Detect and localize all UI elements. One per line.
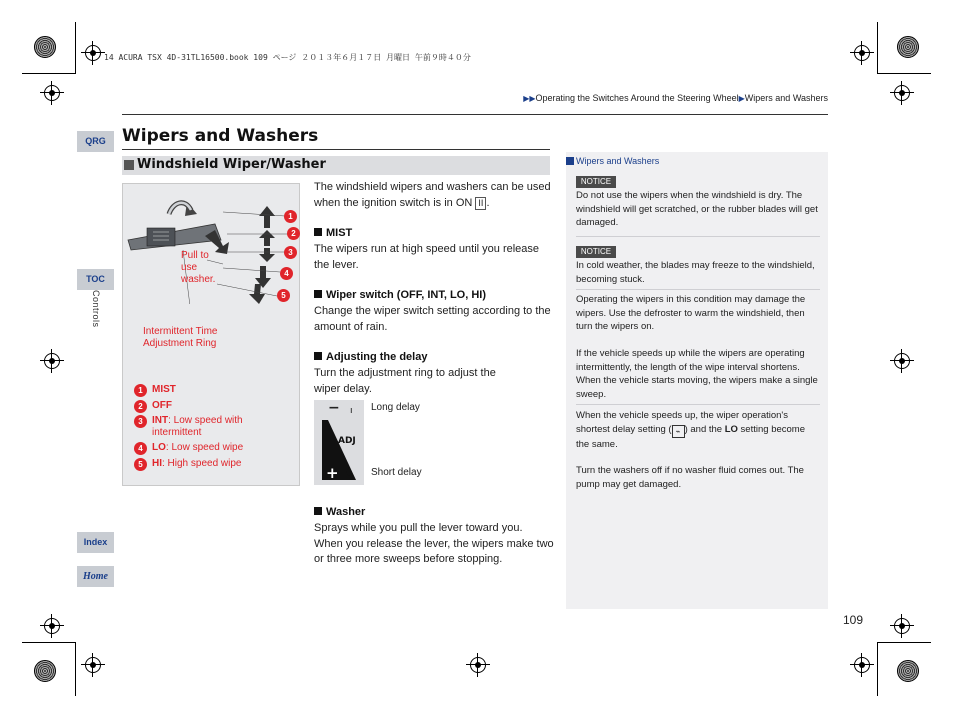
legend-item-lo: 4 LO: Low speed wipe (134, 442, 262, 455)
crop-mark (22, 642, 76, 643)
crop-mark (22, 73, 76, 74)
registration-mark-icon (854, 657, 870, 673)
bullet-square-icon (314, 228, 322, 236)
crop-mark (877, 22, 878, 74)
callout-1: 1 (284, 210, 297, 223)
crop-mark (877, 73, 931, 74)
color-rosette-icon (34, 660, 56, 682)
registration-mark-icon (470, 657, 486, 673)
ignition-on-icon: II (475, 197, 486, 210)
registration-mark-icon (854, 45, 870, 61)
pull-to-use-washer-label: Pull to use washer. (181, 250, 216, 285)
long-delay-label: Long delay (371, 402, 420, 413)
washer-heading: Washer (314, 506, 365, 518)
delay-ring-diagram (314, 400, 364, 485)
page-number: 109 (843, 613, 864, 627)
wiper-switch-heading: Wiper switch (OFF, INT, LO, HI) (314, 289, 486, 301)
washer-text: Sprays while you pull the lever toward you. When you release the lever, the wipers make two or three more sweeps before stopping. (314, 522, 554, 565)
breadcrumb (523, 93, 828, 103)
registration-mark-icon (85, 45, 101, 61)
wiper-lever-figure (122, 183, 300, 486)
intro-text: The windshield wipers and washers can be used when the ignition switch is in ON II . (314, 181, 551, 209)
bullet-square-icon (314, 352, 322, 360)
legend-item-off: 2 OFF (134, 400, 262, 413)
short-delay-label: Short delay (371, 467, 422, 478)
note-para-1: Operating the wipers in this condition may damage the wipers. Use the defroster to warm the windshield, then turn the wipers on. (576, 294, 806, 332)
legend-item-mist: 1 MIST (134, 384, 262, 397)
note-para-2: If the vehicle speeds up while the wipers are operating intermittently, the length of the wipe interval shortens. When the vehicle starts moving, the wipers make a single sweep. (576, 348, 818, 400)
notice-badge: NOTICE (576, 246, 616, 258)
adj-label: ADJ (338, 436, 356, 446)
notice-badge: NOTICE (576, 176, 616, 188)
crop-mark (877, 642, 878, 696)
color-rosette-icon (897, 36, 919, 58)
wiper-switch-text: Change the wiper switch setting according to the amount of rain. (314, 305, 551, 333)
wiper-lever-illustration-icon (123, 184, 299, 304)
color-rosette-icon (897, 660, 919, 682)
header-rule (122, 114, 828, 115)
section-header (122, 156, 550, 175)
wiper-icon: ⌁ (672, 425, 685, 438)
plus-sign: + (326, 464, 339, 482)
registration-mark-icon (894, 353, 910, 369)
crop-mark (877, 642, 931, 643)
callout-2: 2 (287, 227, 300, 240)
double-arrow-icon: ▶▶ (523, 94, 536, 103)
adjusting-delay-heading: Adjusting the delay (314, 351, 427, 363)
bullet-square-icon (314, 290, 322, 298)
crop-mark (75, 642, 76, 696)
washer-drops-icon: ♦ (344, 466, 354, 479)
notes-title[interactable]: Wipers and Washers (566, 156, 659, 166)
note-divider (576, 289, 820, 290)
bullet-square-icon (314, 507, 322, 515)
crop-mark (75, 22, 76, 74)
title-rule (122, 149, 550, 150)
intermittent-ring-label: Intermittent Time Adjustment Ring (143, 326, 218, 349)
note-para-3: When the vehicle speeds up, the wiper operation's shortest delay setting ( ⌁ ) and the LO setting become the same. (576, 410, 805, 450)
legend-item-hi: 5 HI: High speed wipe (134, 458, 262, 471)
registration-mark-icon (894, 618, 910, 634)
callout-4: 4 (280, 267, 293, 280)
print-header: 14 ACURA TSX 4D-31TL16500.book 109 ページ ２０１３年６月１７日 月曜日 午前９時４０分 (104, 53, 471, 62)
mist-heading: MIST (314, 227, 352, 239)
section-square-icon (124, 160, 134, 170)
registration-mark-icon (44, 353, 60, 369)
mist-text: The wipers run at high speed until you release the lever. (314, 243, 540, 271)
index-tab[interactable]: Index (77, 532, 114, 553)
registration-mark-icon (44, 618, 60, 634)
callout-3: 3 (284, 246, 297, 259)
adjusting-delay-text: Turn the adjustment ring to adjust the wiper delay. (314, 367, 496, 395)
notice-2-text: In cold weather, the blades may freeze to the windshield, becoming stuck. (576, 260, 815, 285)
color-rosette-icon (34, 36, 56, 58)
arrow-icon: ▶ (738, 94, 745, 103)
registration-mark-icon (894, 85, 910, 101)
breadcrumb-current: Wipers and Washers (744, 93, 828, 103)
note-divider (576, 236, 820, 237)
breadcrumb-link-switches[interactable]: Operating the Switches Around the Steering Wheel (535, 93, 739, 103)
registration-mark-icon (85, 657, 101, 673)
note-divider (576, 404, 820, 405)
registration-mark-icon (44, 85, 60, 101)
minus-sign: − (328, 400, 340, 416)
toc-tab[interactable]: TOC (77, 269, 114, 290)
legend-item-int: 3 INT: Low speed with intermittent (134, 415, 262, 439)
reference-icon (566, 157, 574, 165)
note-para-4: Turn the washers off if no washer fluid comes out. The pump may get damaged. (576, 465, 804, 490)
home-tab[interactable]: Home (77, 566, 114, 587)
page-title: Wipers and Washers (122, 126, 319, 146)
qrg-tab[interactable]: QRG (77, 131, 114, 152)
svg-text:ı: ı (350, 406, 353, 416)
notice-1-text: Do not use the wipers when the windshield is dry. The windshield will get scratched, or the rubber blades will get damaged. (576, 190, 818, 228)
section-title: Windshield Wiper/Washer (137, 157, 326, 172)
callout-5: 5 (277, 289, 290, 302)
chapter-label: Controls (91, 290, 101, 328)
